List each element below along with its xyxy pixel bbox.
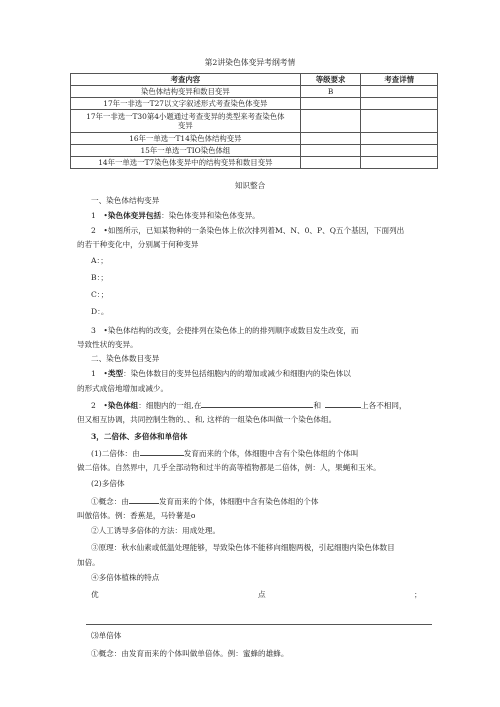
- cell-level: [300, 110, 361, 133]
- cell-content: 17年一非选一T27以文字叙述形式考查染色体变异: [71, 98, 301, 110]
- item-text: 发育而来的个体，体细胞中含有染色体组的个体: [158, 497, 319, 506]
- heading-number-variation: 二、染色体数目变异: [91, 354, 160, 363]
- haploid-concept: ①概念：由发育而来的个体叫做单倍体。例：蜜蜂的雄蜂。: [91, 649, 289, 658]
- cell-detail: [361, 145, 438, 157]
- table-row: [71, 110, 438, 133]
- answer-a: A：；: [91, 256, 108, 265]
- item-text: ：染色体数目的变异包括细胞内的的增加或减少和细胞内的染色体以: [123, 369, 351, 378]
- haploid-heading: ⑶单倍体: [91, 631, 122, 640]
- principle-line-1: ③原理：秋水仙素或低温处理能够，导致染色体不能移向细胞两极，引起细胞内染色体数目: [91, 543, 395, 552]
- cell-level: [300, 145, 361, 157]
- bold-term: 染色体组: [107, 401, 139, 410]
- chromosome-set-line-1: [91, 400, 407, 410]
- advantage-semicolon: ；: [414, 590, 422, 599]
- cell-detail: [361, 133, 438, 145]
- item-number: 2 •: [91, 401, 108, 410]
- bold-term: 染色体变异包括: [107, 211, 162, 220]
- item-text: ①概念：由: [91, 497, 129, 506]
- item-2-line-1: 2 •如图所示，已知某物种的一条染色体上依次排列着M、N、0、P、Q五个基因，下面列出: [91, 226, 405, 235]
- cell-detail: [361, 157, 438, 169]
- item-3-line-1: 3 •染色体结构的改变，会使排列在染色体上的的排列顺序或数目发生改变，而: [91, 326, 359, 335]
- bold-term: 类型: [107, 369, 124, 378]
- cell-level: [300, 133, 361, 145]
- cell-level: [300, 98, 361, 110]
- table-row: [71, 157, 438, 169]
- page-title: 第2讲染色体变异考纲考情: [204, 58, 296, 67]
- divider: [86, 624, 432, 625]
- item-text: 发育而来的个体，体细胞中含有个染色体组的个体叫: [183, 449, 359, 458]
- cell-level: B: [300, 86, 361, 98]
- item-text: (1)二倍体：由: [91, 449, 140, 458]
- header-content: 考查内容: [71, 74, 301, 86]
- item-1-line: [91, 211, 260, 220]
- cell-content: 染色体结构变异和数目变异: [71, 86, 301, 98]
- advantage-label-2: 点: [258, 590, 266, 599]
- item-3-line-2: 导致性状的变异。: [77, 340, 138, 349]
- polyploid-concept-line-1: [91, 496, 318, 506]
- type-line-2: 的形式成倍地增加或减少。: [77, 384, 169, 393]
- polyploid-features-heading: ④多倍体植株的特点: [91, 573, 160, 582]
- heading-structure-variation: 一、染色体结构变异: [91, 196, 160, 205]
- table-row: [71, 133, 438, 145]
- diploid-line-1: [91, 448, 358, 458]
- item-number: 1 •: [91, 211, 108, 220]
- table-row: [71, 86, 438, 98]
- cell-content: 17年一非选一T30第4小题通过考查变异的类型来考查染色体变异: [71, 110, 301, 133]
- fill-blank[interactable]: [201, 400, 313, 408]
- advantage-label-1: 优: [91, 590, 99, 599]
- item-number: 1 •: [91, 369, 108, 378]
- heading-ploidy: 3，二倍体、多倍体和单倍体: [91, 432, 188, 441]
- cell-content: 16年一单选一T14染色体结构变异: [71, 133, 301, 145]
- header-level: 等级要求: [300, 74, 361, 86]
- type-line-1: [91, 369, 351, 378]
- cell-level: [300, 157, 361, 169]
- cell-content: 15年一单选一TIO染色体组: [71, 145, 301, 157]
- answer-d: D：。: [91, 307, 109, 316]
- cell-detail: [361, 98, 438, 110]
- section-heading: 知识整合: [234, 181, 266, 190]
- fill-blank[interactable]: [325, 400, 361, 408]
- fill-blank[interactable]: [140, 448, 184, 456]
- item-text: ：染色体变异和染色体变异。: [161, 211, 260, 220]
- table-header-row: [71, 74, 438, 86]
- polyploid-heading: (2)多倍体: [91, 479, 125, 488]
- header-detail: 考查详情: [361, 74, 438, 86]
- answer-b: B：；: [91, 273, 108, 282]
- polyploid-concept-line-2: 叫倣倍体。例：香蕉是，马铃薯是o: [77, 511, 196, 520]
- cell-detail: [361, 86, 438, 98]
- principle-line-2: 加倍。: [77, 558, 100, 567]
- answer-c: C：；: [91, 290, 109, 299]
- cell-content: 14年一单选一T7染色体变异中的结构变异和数目变异: [71, 157, 301, 169]
- item-text: 上各不相同，: [361, 401, 407, 410]
- table-row: [71, 145, 438, 157]
- diploid-line-2: 做二倍体。自然界中，几乎全部动物和过半的高等植物都是二倍体，例：人，果蝇和玉米。: [77, 463, 381, 472]
- induction-method: ②人工诱导多倍体的方法：用成处理。: [91, 526, 221, 535]
- fill-blank[interactable]: [129, 496, 159, 504]
- chromosome-set-line-2: 但又相互协调，共同控制生物的、、和, 这样的一组染色体叫做一个染色体组。: [77, 415, 337, 424]
- cell-detail: [361, 110, 438, 133]
- table-row: [71, 98, 438, 110]
- requirements-table: [70, 73, 438, 169]
- item-text: 和: [313, 401, 322, 410]
- item-2-line-2: 的若干种变化中，分别属于何种变异: [77, 240, 199, 249]
- item-text: ：细胞内的一组,在: [138, 401, 202, 410]
